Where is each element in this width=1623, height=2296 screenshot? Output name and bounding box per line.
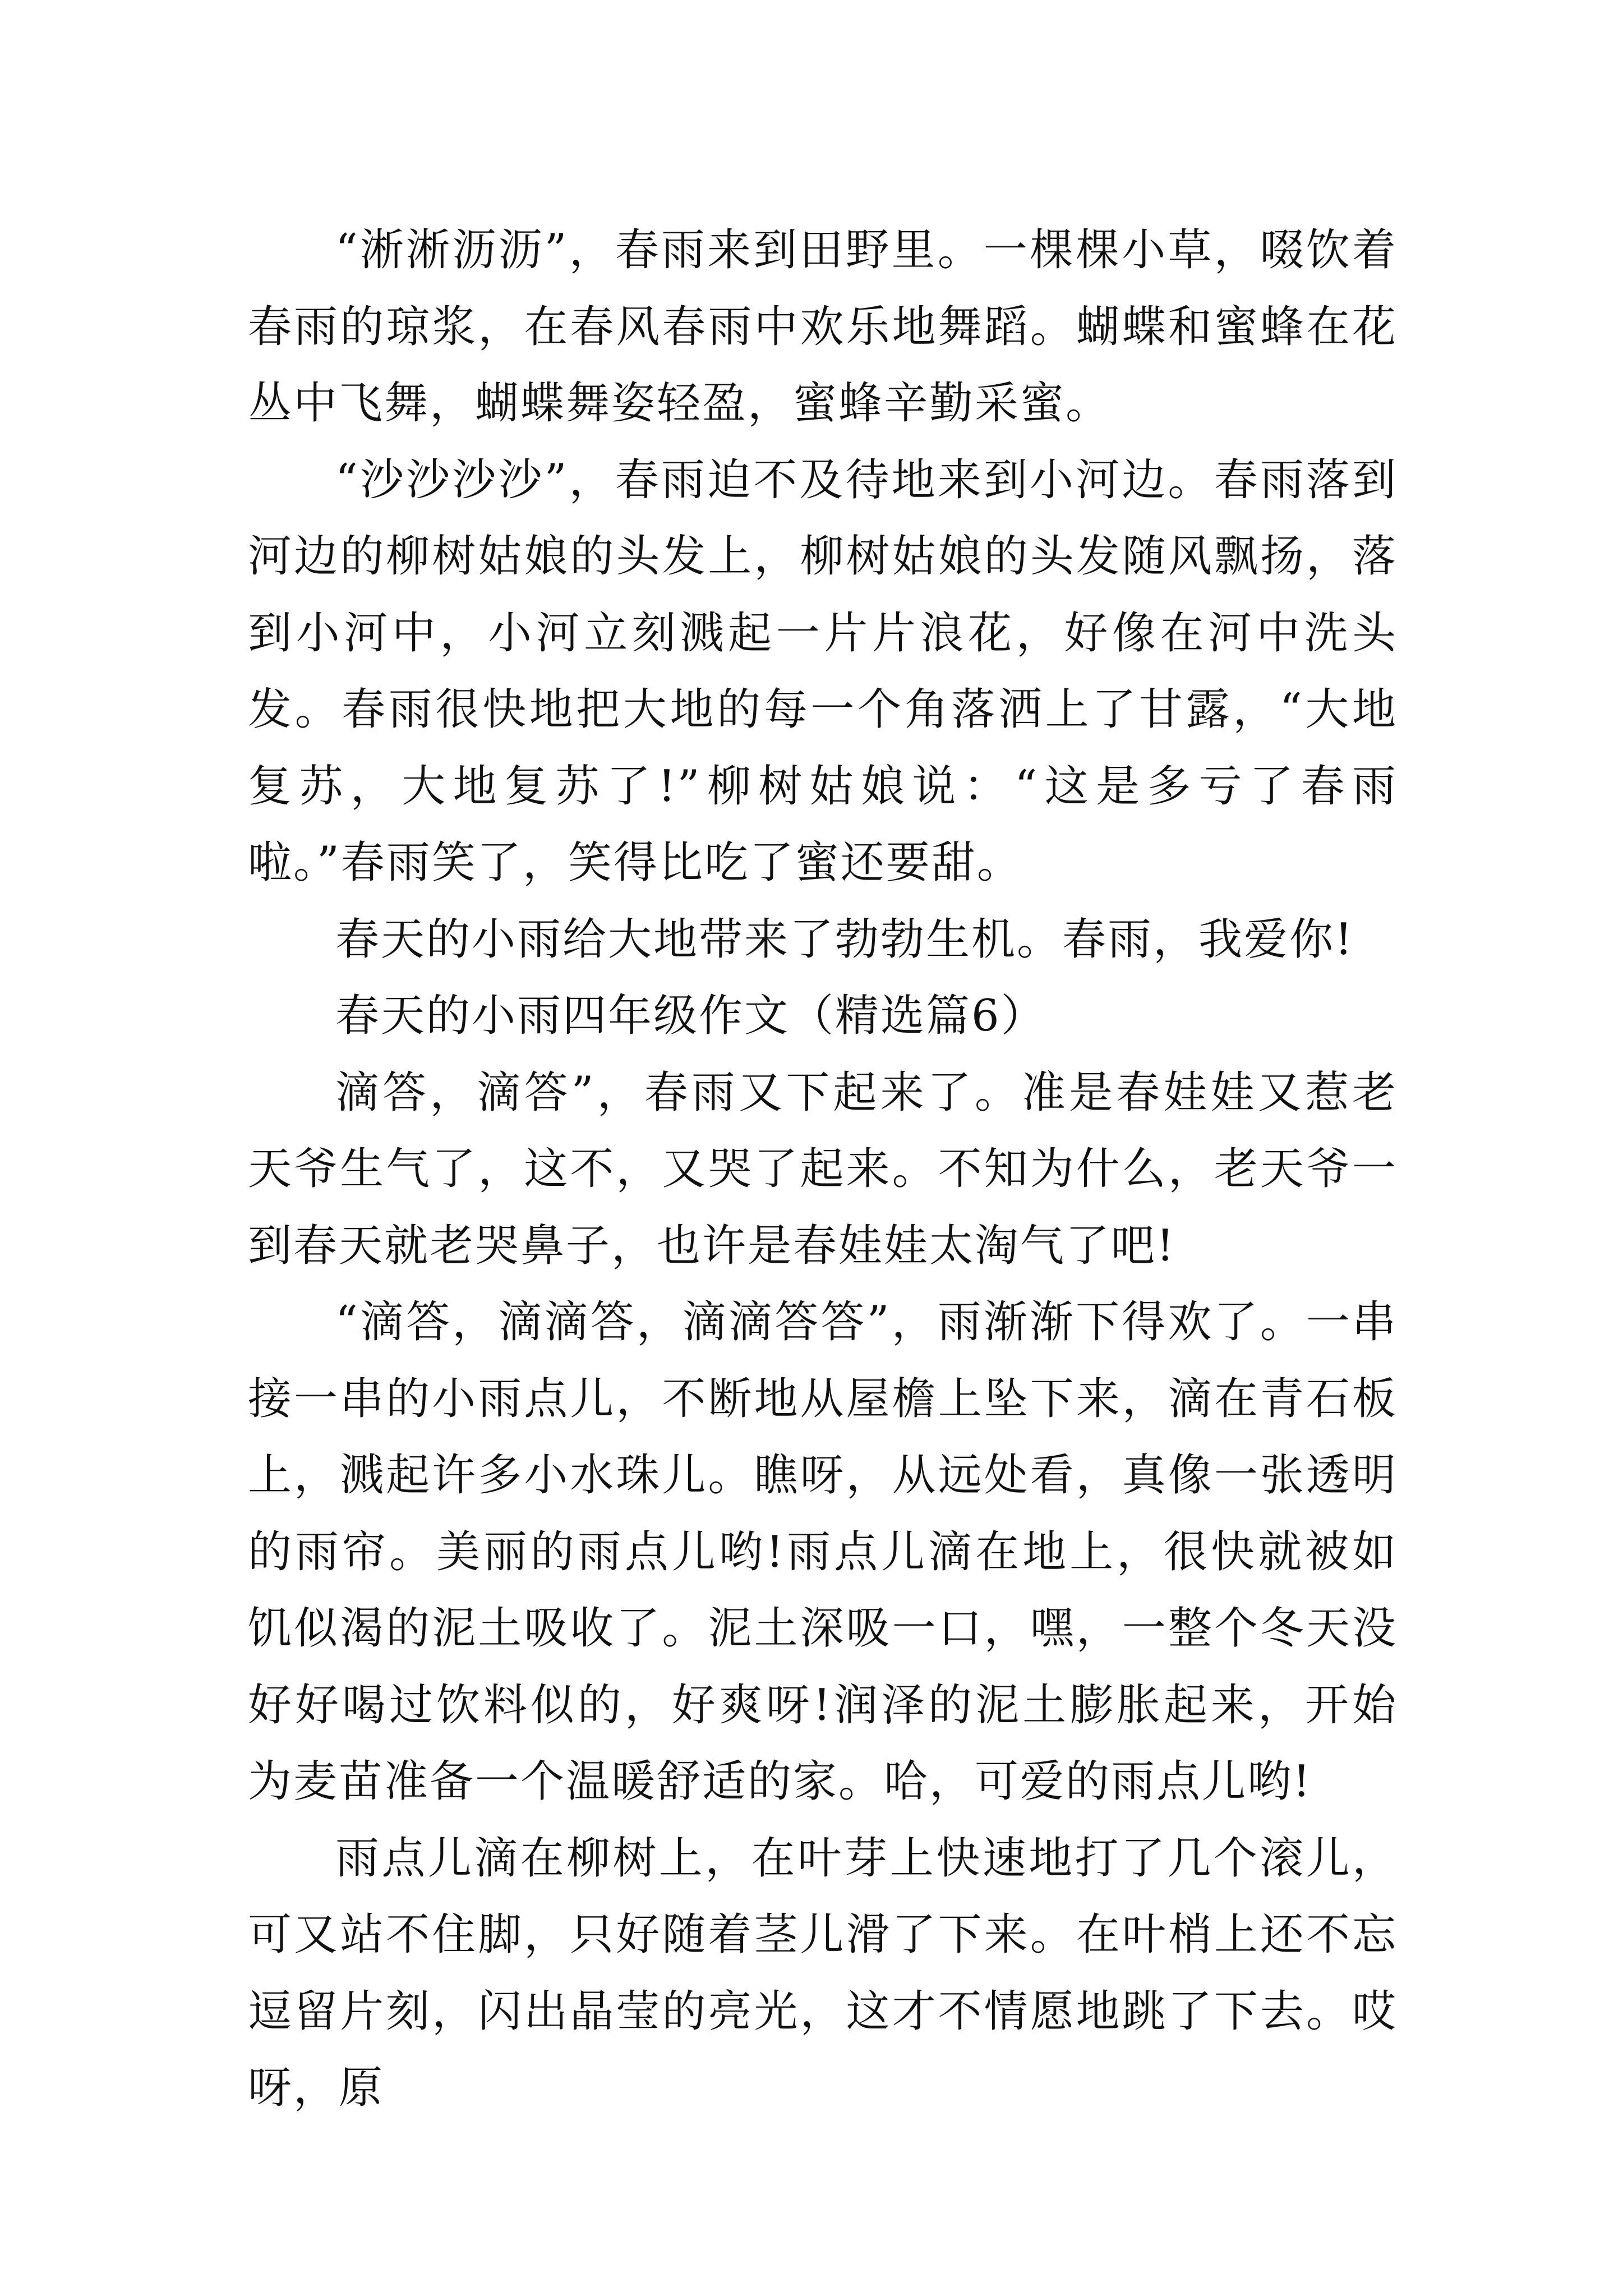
paragraph-spring-rain-love: 春天的小雨给大地带来了勃勃生机。春雨，我爱你! (335, 914, 1354, 965)
paragraph-raindrops-willow: 雨点儿滴在柳树上，在叶芽上快速地打了几个滚儿，可又站不住脚，只好随着茎儿滑了下来。在叶梢上还不忘逗留片刻，闪出晶莹的亮光，这才不情愿地跳了下去。哎呀，原 (248, 1833, 1398, 2113)
paragraph-spring-rain-river: “沙沙沙沙”，春雨迫不及待地来到小河边。春雨落到河边的柳树姑娘的头发上，柳树姑娘的头发随风飘扬，落到小河中，小河立刻溅起一片片浪花，好像在河中洗头发。春雨很快地把大地的每一个角落洒上了甘露，“大地复苏，大地复苏了!”柳树姑娘说：“这是多亏了春雨啦。”春雨笑了，笑得比吃了蜜还要甜。 (248, 454, 1398, 888)
paragraph-raindrops-ground: “滴答，滴滴答，滴滴答答”，雨渐渐下得欢了。一串接一串的小雨点儿，不断地从屋檐上坠下来，滴在青石板上，溅起许多小水珠儿。瞧呀，从远处看，真像一张透明的雨帘。美丽的雨点儿哟!雨点儿滴在地上，很快就被如饥似渴的泥土吸收了。泥土深吸一口，嘿，一整个冬天没好好喝过饮料似的，好爽呀!润泽的泥土膨胀起来，开始为麦苗准备一个温暖舒适的家。哈，可爱的雨点儿哟! (248, 1297, 1398, 1807)
paragraph-spring-rain-fields: “淅淅沥沥”，春雨来到田野里。一棵棵小草，啜饮着春雨的琼浆，在春风春雨中欢乐地舞蹈。蝴蝶和蜜蜂在花丛中飞舞，蝴蝶舞姿轻盈，蜜蜂辛勤采蜜。 (248, 225, 1398, 429)
essay-title: 春天的小雨四年级作文（精选篇6） (335, 991, 1046, 1041)
paragraph-dripping-rain: 滴答，滴答”，春雨又下起来了。准是春娃娃又惹老天爷生气了，这不，又哭了起来。不知为什么，老天爷一到春天就老哭鼻子，也许是春娃娃太淘气了吧! (248, 1067, 1398, 1271)
document-body (248, 212, 1398, 2127)
